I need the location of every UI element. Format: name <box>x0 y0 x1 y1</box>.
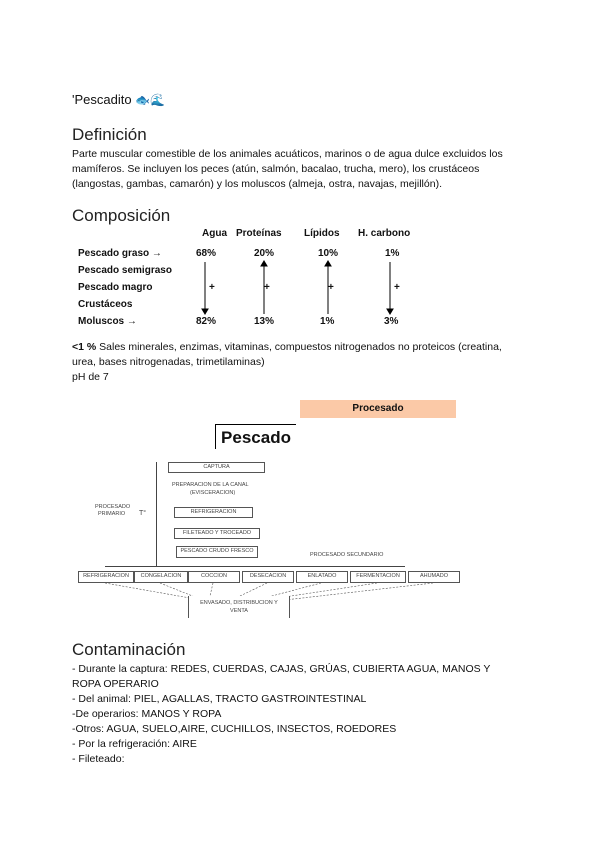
process-congelacion: CONGELACION <box>134 571 188 583</box>
process-enlatado: ENLATADO <box>296 571 348 583</box>
plus-hcarbono: + <box>394 282 400 293</box>
contaminacion-line: -Otros: AGUA, SUELO,AIRE, CUCHILLOS, INSECTOS, ROEDORES <box>72 723 397 735</box>
note-text: Sales minerales, enzimas, vitaminas, compuestos nitrogenados no proteicos (creatina, <box>96 341 502 353</box>
col-header-lipidos: Lípidos <box>304 228 340 239</box>
contaminacion-heading: Contaminación <box>72 640 186 659</box>
contaminacion-line: - Durante la captura: REDES, CUERDAS, CAJAS, GRÚAS, CUBIERTA AGUA, MANOS Y <box>72 663 491 675</box>
procesado-banner: Procesado <box>300 400 456 418</box>
cell-moluscos-agua: 82% <box>196 316 217 327</box>
process-coccion: COCCION <box>188 571 240 583</box>
cell-graso-hcarbono: 1% <box>385 248 400 259</box>
row-label-crustaceos: Crustáceos <box>78 299 133 310</box>
contaminacion-line: -De operarios: MANOS Y ROPA <box>72 708 222 720</box>
row-label-moluscos: Moluscos → <box>78 316 137 327</box>
col-header-hcarbono: H. carbono <box>358 228 411 239</box>
fish-wave-emoji-icon: 🐟🌊 <box>135 93 166 107</box>
note-line: urea, bases nitrogenadas, trimetilaminas) <box>72 356 265 368</box>
row-label-magro: Pescado magro <box>78 282 153 293</box>
step-pescado-fresco: PESCADO CRUDO FRESCO <box>176 546 258 558</box>
plus-proteinas: + <box>264 282 270 293</box>
step-captura: CAPTURA <box>168 462 265 473</box>
definicion-line: Parte muscular comestible de los animales acuáticos, marinos o de agua dulce excluidos los <box>72 148 503 160</box>
contaminacion-line: - Fileteado: <box>72 753 125 765</box>
row-label-graso: Pescado graso → <box>78 248 162 259</box>
diagram-title: Pescado <box>215 424 296 449</box>
cell-moluscos-hcarbono: 3% <box>384 316 399 327</box>
col-header-agua: Agua <box>202 228 227 239</box>
contaminacion-list <box>72 662 562 767</box>
step-fileteado: FILETEADO Y TROCEADO <box>174 528 260 539</box>
process-desecacion: DESECACION <box>242 571 294 583</box>
primary-marker: T° <box>139 510 147 517</box>
final-line-1: ENVASADO, DISTRIBUCION Y <box>200 600 278 606</box>
contaminacion-line: - Por la refrigeración: AIRE <box>72 738 197 750</box>
definicion-heading: Definición <box>72 125 147 144</box>
definicion-line: (langostas, gambas, camarón) y los moluscos (almeja, ostra, navajas, mejillón). <box>72 178 442 190</box>
process-refrigeracion: REFRIGERACION <box>78 571 134 583</box>
step-refrigeracion: REFRIGERACION <box>174 507 253 518</box>
cell-moluscos-proteinas: 13% <box>254 316 275 327</box>
page-title-text: 'Pescadito <box>72 92 132 107</box>
row-label-semigraso: Pescado semigraso <box>78 265 172 276</box>
plus-agua: + <box>209 282 215 293</box>
secondary-label: PROCESADO SECUNDARIO <box>310 552 384 558</box>
final-box <box>188 596 290 618</box>
step-evisceracion: (EVISCERACION) <box>190 490 236 496</box>
process-fermentacion: FERMENTACION <box>350 571 406 583</box>
step-preparacion: PREPARACION DE LA CANAL <box>172 482 249 488</box>
col-header-proteinas: Proteínas <box>236 228 282 239</box>
primary-label-2: PRIMARIO <box>98 511 126 517</box>
cell-moluscos-lipidos: 1% <box>320 316 335 327</box>
final-line-2: VENTA <box>230 608 248 614</box>
definicion-line: mamíferos. Se incluyen los peces (atún, salmón, bacalao, trucha, mero), los crustáceos <box>72 163 480 175</box>
contaminacion-line: - Del animal: PIEL, AGALLAS, TRACTO GASTROINTESTINAL <box>72 693 367 705</box>
contaminacion-line: ROPA OPERARIO <box>72 678 159 690</box>
process-ahumado: AHUMADO <box>408 571 460 583</box>
cell-graso-lipidos: 10% <box>318 248 339 259</box>
plus-lipidos: + <box>328 282 334 293</box>
cell-graso-proteinas: 20% <box>254 248 275 259</box>
primary-label-1: PROCESADO <box>95 504 131 510</box>
composicion-heading: Composición <box>72 206 171 225</box>
ph-line: pH de 7 <box>72 371 109 383</box>
cell-graso-agua: 68% <box>196 248 217 259</box>
note-bold: <1 % <box>72 341 97 353</box>
